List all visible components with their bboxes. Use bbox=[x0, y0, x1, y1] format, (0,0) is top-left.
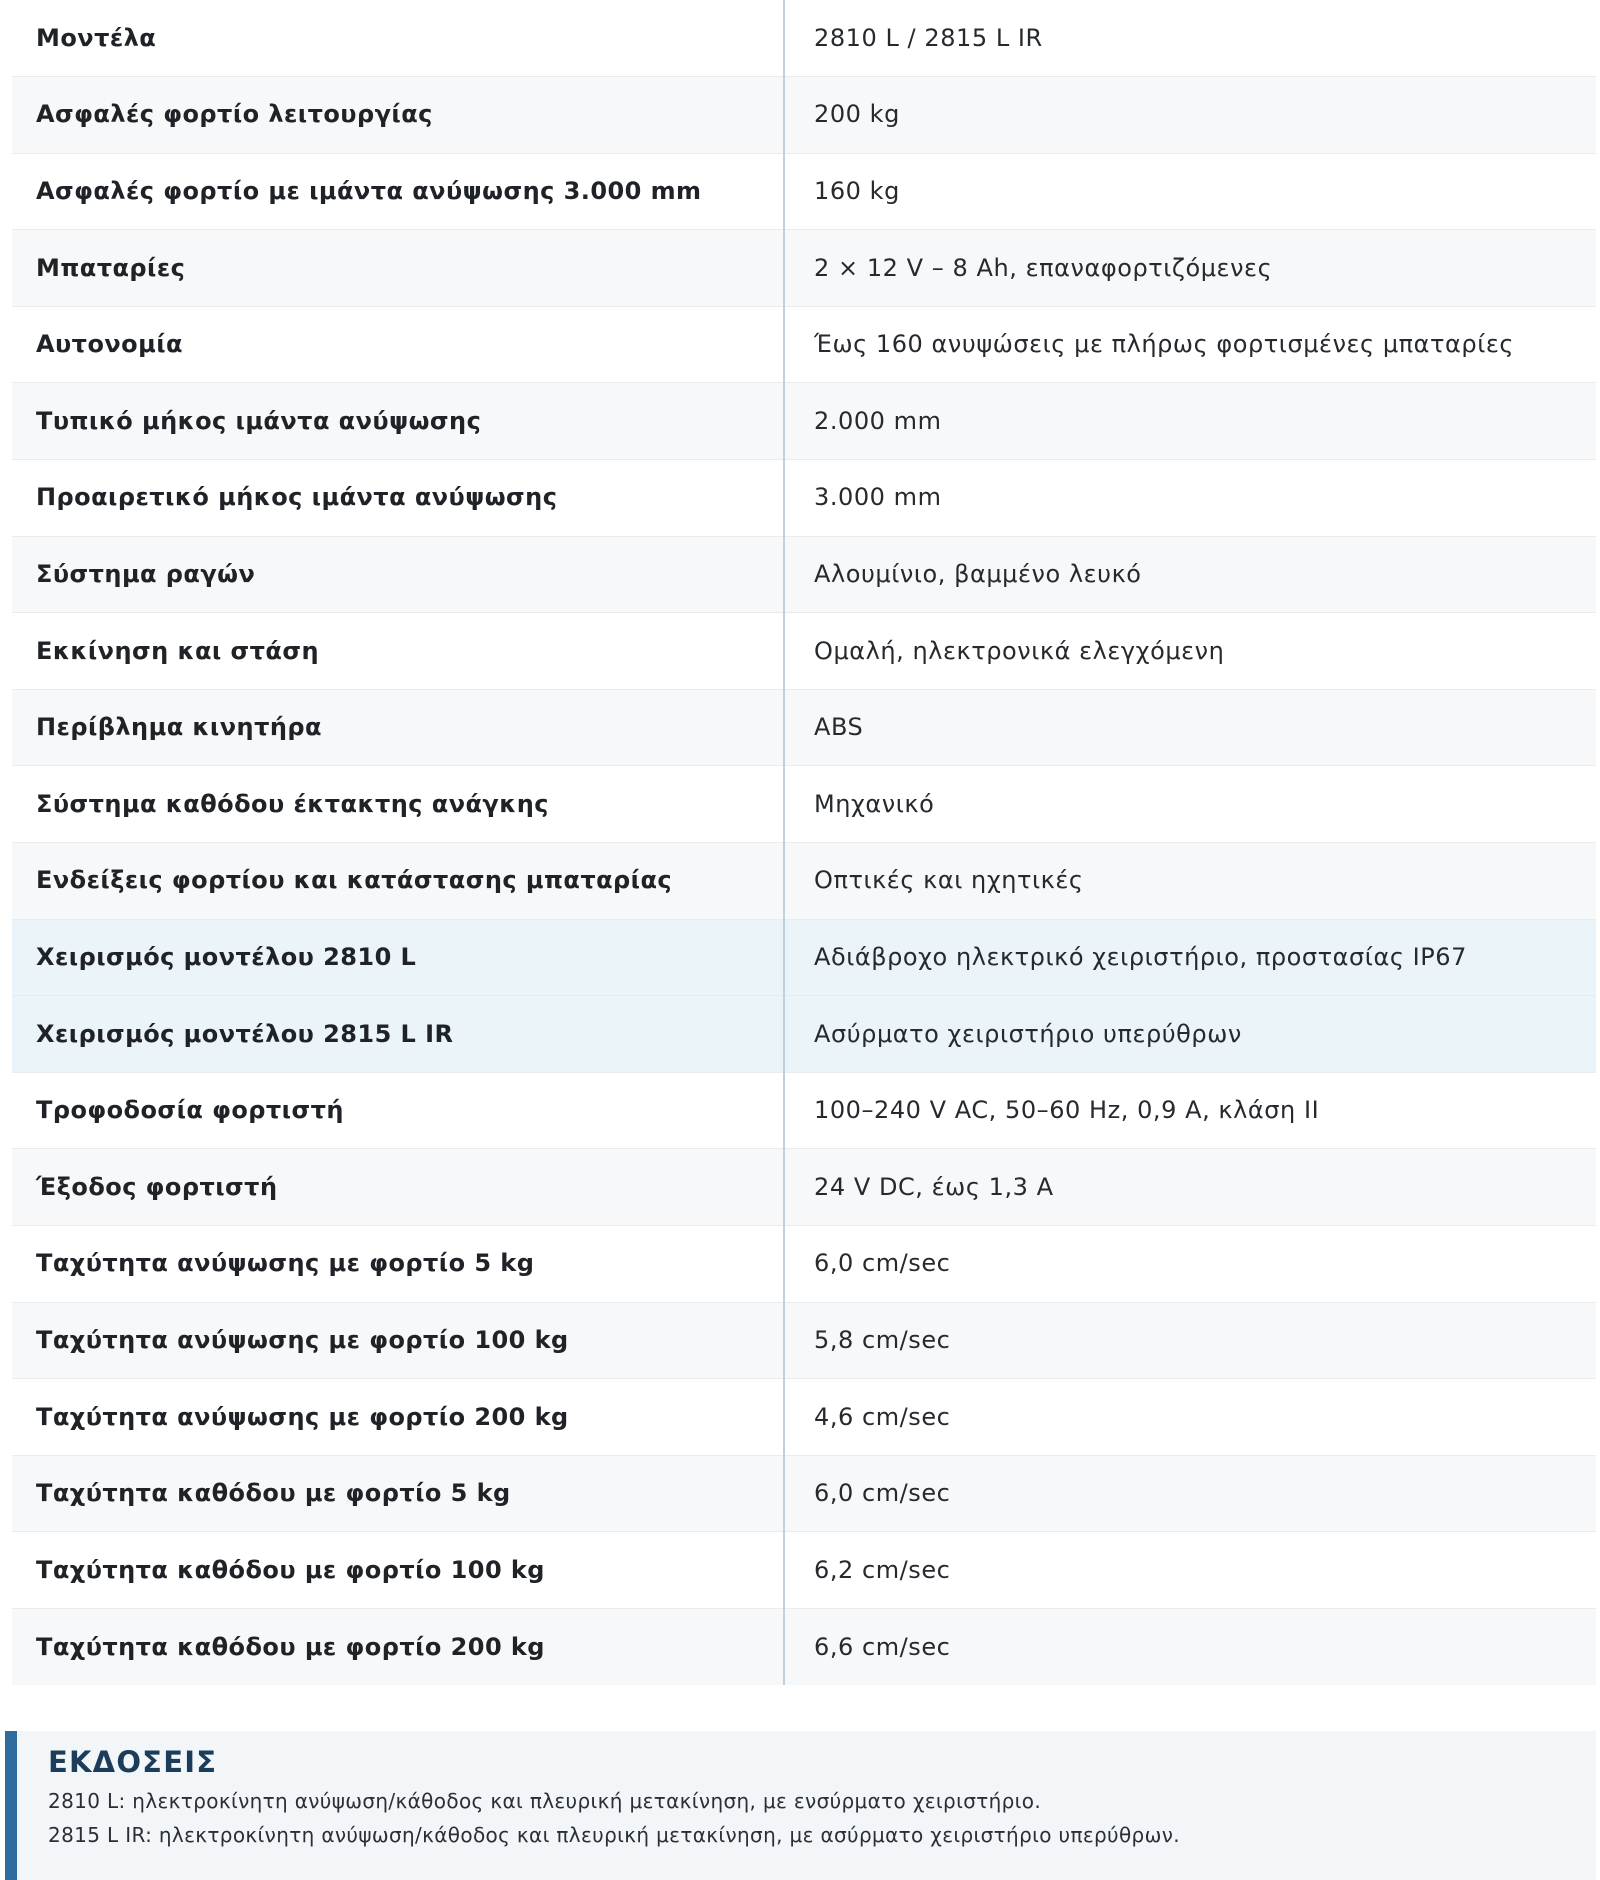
spec-row-highlighted bbox=[12, 919, 1596, 996]
spec-value: 160 kg bbox=[784, 153, 1596, 230]
spec-label: Χειρισμός μοντέλου 2810 L bbox=[12, 919, 784, 996]
edition-line: 2810 L: ηλεκτροκίνητη ανύψωση/κάθοδος και πλευρική μετακίνηση, με ενσύρματο χειριστήριο. bbox=[48, 1788, 1042, 1813]
spec-value: Ομαλή, ηλεκτρονικά ελεγχόμενη bbox=[784, 613, 1596, 690]
spec-row bbox=[12, 0, 1596, 77]
spec-row bbox=[12, 689, 1596, 766]
spec-label: Ενδείξεις φορτίου και κατάστασης μπαταρίας bbox=[12, 843, 784, 920]
spec-label: Ταχύτητα ανύψωσης με φορτίο 100 kg bbox=[12, 1302, 784, 1379]
spec-row bbox=[12, 536, 1596, 613]
spec-label: Μοντέλα bbox=[12, 0, 784, 77]
spec-value: Αλουμίνιο, βαμμένο λευκό bbox=[784, 536, 1596, 613]
editions-title: ΕΚΔΟΣΕΙΣ bbox=[48, 1745, 218, 1779]
spec-label: Έξοδος φορτιστή bbox=[12, 1149, 784, 1226]
spec-label: Προαιρετικό μήκος ιμάντα ανύψωσης bbox=[12, 460, 784, 537]
spec-row bbox=[12, 230, 1596, 307]
spec-row bbox=[12, 1149, 1596, 1226]
spec-row bbox=[12, 460, 1596, 537]
spec-row bbox=[12, 153, 1596, 230]
spec-row bbox=[12, 1455, 1596, 1532]
spec-row bbox=[12, 1608, 1596, 1685]
spec-value: 2810 L / 2815 L IR bbox=[784, 0, 1596, 77]
spec-value: ABS bbox=[784, 689, 1596, 766]
spec-value: 6,0 cm/sec bbox=[784, 1455, 1596, 1532]
spec-row bbox=[12, 1379, 1596, 1456]
spec-label: Ασφαλές φορτίο με ιμάντα ανύψωσης 3.000 mm bbox=[12, 153, 784, 230]
spec-label: Ασφαλές φορτίο λειτουργίας bbox=[12, 77, 784, 154]
spec-row bbox=[12, 383, 1596, 460]
spec-value: Έως 160 ανυψώσεις με πλήρως φορτισμένες μπαταρίες bbox=[784, 306, 1596, 383]
spec-label: Αυτονομία bbox=[12, 306, 784, 383]
spec-row bbox=[12, 1532, 1596, 1609]
spec-label: Τροφοδοσία φορτιστή bbox=[12, 1072, 784, 1149]
spec-label: Σύστημα ραγών bbox=[12, 536, 784, 613]
spec-label: Σύστημα καθόδου έκτακτης ανάγκης bbox=[12, 766, 784, 843]
spec-row bbox=[12, 613, 1596, 690]
spec-label: Ταχύτητα καθόδου με φορτίο 200 kg bbox=[12, 1608, 784, 1685]
spec-value: Ασύρματο χειριστήριο υπερύθρων bbox=[784, 996, 1596, 1073]
spec-row bbox=[12, 1072, 1596, 1149]
edition-line: 2815 L IR: ηλεκτροκίνητη ανύψωση/κάθοδος και πλευρική μετακίνηση, με ασύρματο χειριστήριο υπερύθρων. bbox=[48, 1822, 1180, 1847]
spec-row bbox=[12, 843, 1596, 920]
spec-value: 200 kg bbox=[784, 77, 1596, 154]
spec-value: 4,6 cm/sec bbox=[784, 1379, 1596, 1456]
spec-row bbox=[12, 766, 1596, 843]
spec-row bbox=[12, 1302, 1596, 1379]
spec-value: Οπτικές και ηχητικές bbox=[784, 843, 1596, 920]
spec-label: Εκκίνηση και στάση bbox=[12, 613, 784, 690]
spec-value: 2 × 12 V – 8 Ah, επαναφορτιζόμενες bbox=[784, 230, 1596, 307]
spec-value: 5,8 cm/sec bbox=[784, 1302, 1596, 1379]
spec-value: 6,0 cm/sec bbox=[784, 1226, 1596, 1303]
spec-label: Ταχύτητα ανύψωσης με φορτίο 200 kg bbox=[12, 1379, 784, 1456]
spec-value: Αδιάβροχο ηλεκτρικό χειριστήριο, προστασίας IP67 bbox=[784, 919, 1596, 996]
spec-label: Ταχύτητα καθόδου με φορτίο 5 kg bbox=[12, 1455, 784, 1532]
spec-label: Μπαταρίες bbox=[12, 230, 784, 307]
spec-value: 3.000 mm bbox=[784, 460, 1596, 537]
spec-value: 6,2 cm/sec bbox=[784, 1532, 1596, 1609]
spec-label: Χειρισμός μοντέλου 2815 L IR bbox=[12, 996, 784, 1073]
spec-label: Ταχύτητα καθόδου με φορτίο 100 kg bbox=[12, 1532, 784, 1609]
spec-value: 6,6 cm/sec bbox=[784, 1608, 1596, 1685]
spec-value: 2.000 mm bbox=[784, 383, 1596, 460]
specifications-table bbox=[12, 0, 1596, 1685]
spec-value: 100–240 V AC, 50–60 Hz, 0,9 A, κλάση II bbox=[784, 1072, 1596, 1149]
spec-value: 24 V DC, έως 1,3 A bbox=[784, 1149, 1596, 1226]
spec-label: Περίβλημα κινητήρα bbox=[12, 689, 784, 766]
spec-label: Τυπικό μήκος ιμάντα ανύψωσης bbox=[12, 383, 784, 460]
editions-box bbox=[5, 1731, 1596, 1880]
spec-row bbox=[12, 306, 1596, 383]
spec-row bbox=[12, 1226, 1596, 1303]
spec-row-highlighted bbox=[12, 996, 1596, 1073]
spec-value: Μηχανικό bbox=[784, 766, 1596, 843]
spec-row bbox=[12, 77, 1596, 154]
spec-label: Ταχύτητα ανύψωσης με φορτίο 5 kg bbox=[12, 1226, 784, 1303]
